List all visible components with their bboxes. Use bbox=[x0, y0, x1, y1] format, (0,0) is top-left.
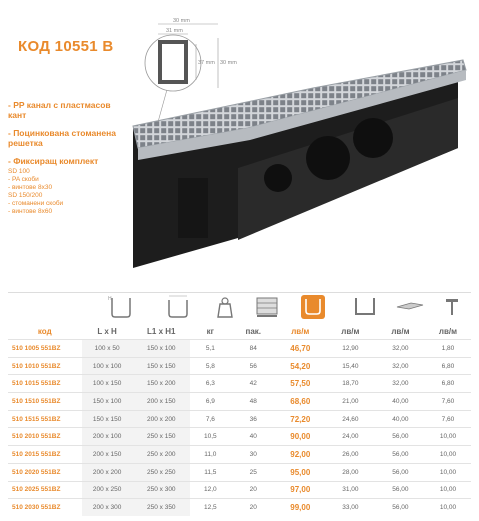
table-row bbox=[8, 481, 471, 499]
cell-lxh: 100 x 50 bbox=[82, 340, 133, 358]
cell-lxh: 150 x 150 bbox=[82, 410, 133, 428]
cell-code: 510 1010 551BZ bbox=[8, 357, 82, 375]
cell-lxh: 200 x 200 bbox=[82, 463, 133, 481]
cell-l1xh1: 150 x 200 bbox=[133, 375, 190, 393]
cell-price: 90,00 bbox=[276, 428, 325, 446]
section-divider bbox=[8, 292, 471, 293]
header-code: код bbox=[37, 326, 52, 336]
kit-line: - винтове 8x30 bbox=[8, 184, 53, 191]
table-row bbox=[8, 463, 471, 481]
cell-weight: 7,6 bbox=[190, 410, 231, 428]
feature-item: - Фиксиращ комплект bbox=[8, 156, 99, 166]
cell-price-endcap: 18,70 bbox=[325, 375, 376, 393]
specification-table bbox=[8, 323, 471, 516]
cell-price-endcap: 24,60 bbox=[325, 410, 376, 428]
svg-text:H: H bbox=[108, 296, 112, 302]
cell-weight: 12,0 bbox=[190, 481, 231, 499]
cell-code: 510 2020 551BZ bbox=[8, 463, 82, 481]
feature-item: - PP канал с пластмасов кант bbox=[8, 100, 111, 120]
cell-price-grate: 40,00 bbox=[376, 410, 425, 428]
cell-l1xh1: 200 x 150 bbox=[133, 393, 190, 411]
kit-list bbox=[8, 168, 128, 216]
header-lxh: L x H bbox=[97, 326, 117, 336]
cell-price-grate: 56,00 bbox=[376, 481, 425, 499]
table-row bbox=[8, 410, 471, 428]
cell-pack: 84 bbox=[231, 340, 276, 358]
cell-weight: 6,3 bbox=[190, 375, 231, 393]
cell-pack: 20 bbox=[231, 481, 276, 499]
cell-price-grate: 56,00 bbox=[376, 446, 425, 464]
cell-l1xh1: 250 x 250 bbox=[133, 463, 190, 481]
cell-weight: 5,1 bbox=[190, 340, 231, 358]
cell-price-endcap: 12,90 bbox=[325, 340, 376, 358]
product-title: КОД 10551 B bbox=[18, 38, 114, 55]
cell-lxh: 200 x 150 bbox=[82, 446, 133, 464]
cell-price-endcap: 33,00 bbox=[325, 499, 376, 516]
cell-price-screw: 7,60 bbox=[425, 410, 471, 428]
cell-weight: 12,5 bbox=[190, 499, 231, 516]
cell-l1xh1: 150 x 100 bbox=[133, 340, 190, 358]
cell-price-grate: 40,00 bbox=[376, 393, 425, 411]
cell-price-grate: 56,00 bbox=[376, 499, 425, 516]
cell-lxh: 200 x 250 bbox=[82, 481, 133, 499]
header-price-grate: лв/м bbox=[391, 326, 410, 336]
cell-price: 97,00 bbox=[276, 481, 325, 499]
cell-weight: 11,0 bbox=[190, 446, 231, 464]
cell-price-endcap: 15,40 bbox=[325, 357, 376, 375]
cell-price: 54,20 bbox=[276, 357, 325, 375]
table-row bbox=[8, 375, 471, 393]
cell-price-grate: 32,00 bbox=[376, 357, 425, 375]
cell-code: 510 1515 551BZ bbox=[8, 410, 82, 428]
cell-pack: 56 bbox=[231, 357, 276, 375]
cell-l1xh1: 250 x 150 bbox=[133, 428, 190, 446]
kit-line: SD 150/200 bbox=[8, 192, 43, 199]
table-row bbox=[8, 340, 471, 358]
header-price-screw: лв/м bbox=[438, 326, 458, 336]
cell-l1xh1: 250 x 350 bbox=[133, 499, 190, 516]
header-price: лв/м bbox=[291, 326, 310, 336]
cell-price-grate: 32,00 bbox=[376, 340, 425, 358]
dimension-label: 37 mm bbox=[198, 60, 215, 66]
cell-price: 95,00 bbox=[276, 463, 325, 481]
table-row bbox=[8, 357, 471, 375]
cell-price-screw: 1,80 bbox=[425, 340, 471, 358]
header-pack: пак. bbox=[245, 326, 262, 336]
cell-lxh: 200 x 100 bbox=[82, 428, 133, 446]
cell-price-grate: 32,00 bbox=[376, 375, 425, 393]
cell-code: 510 2030 551BZ bbox=[8, 499, 82, 516]
feature-item: - Поцинкована стоманена решетка bbox=[8, 128, 116, 148]
cell-weight: 6,9 bbox=[190, 393, 231, 411]
cell-price-screw: 10,00 bbox=[425, 463, 471, 481]
cell-pack: 48 bbox=[231, 393, 276, 411]
cell-pack: 25 bbox=[231, 463, 276, 481]
cell-weight: 10,5 bbox=[190, 428, 231, 446]
cell-l1xh1: 150 x 150 bbox=[133, 357, 190, 375]
kit-line: - PA скоби bbox=[8, 176, 39, 183]
dimension-label: 31 mm bbox=[166, 28, 183, 34]
cell-l1xh1: 200 x 200 bbox=[133, 410, 190, 428]
cell-price: 72,20 bbox=[276, 410, 325, 428]
cell-code: 510 2025 551BZ bbox=[8, 481, 82, 499]
table-header-row bbox=[8, 323, 471, 340]
cell-price-endcap: 21,00 bbox=[325, 393, 376, 411]
drainage-channel-illustration bbox=[118, 8, 473, 290]
header-price-endcap: лв/м bbox=[341, 326, 360, 336]
cell-price: 92,00 bbox=[276, 446, 325, 464]
cell-price-grate: 56,00 bbox=[376, 463, 425, 481]
cell-code: 510 2015 551BZ bbox=[8, 446, 82, 464]
cell-price: 57,50 bbox=[276, 375, 325, 393]
cell-code: 510 1015 551BZ bbox=[8, 375, 82, 393]
cell-weight: 5,8 bbox=[190, 357, 231, 375]
cell-lxh: 200 x 300 bbox=[82, 499, 133, 516]
grate-detail-callout bbox=[145, 24, 218, 122]
cell-price-grate: 56,00 bbox=[376, 428, 425, 446]
cell-code: 510 2010 551BZ bbox=[8, 428, 82, 446]
cell-pack: 36 bbox=[231, 410, 276, 428]
dimension-label: 30 mm bbox=[220, 60, 237, 66]
kit-line: - винтове 8x60 bbox=[8, 208, 53, 215]
cell-price: 99,00 bbox=[276, 499, 325, 516]
header-kg: кг bbox=[206, 326, 215, 336]
feature-list bbox=[8, 100, 128, 216]
cell-lxh: 100 x 150 bbox=[82, 375, 133, 393]
cell-code: 510 1005 551BZ bbox=[8, 340, 82, 358]
table-row bbox=[8, 428, 471, 446]
cell-price-screw: 6,80 bbox=[425, 375, 471, 393]
cell-price-screw: 7,60 bbox=[425, 393, 471, 411]
header-l1xh1: L1 x H1 bbox=[147, 326, 176, 336]
cell-pack: 30 bbox=[231, 446, 276, 464]
table-row bbox=[8, 499, 471, 516]
cell-l1xh1: 250 x 300 bbox=[133, 481, 190, 499]
cell-lxh: 100 x 100 bbox=[82, 357, 133, 375]
cell-lxh: 150 x 100 bbox=[82, 393, 133, 411]
cell-price-screw: 10,00 bbox=[425, 499, 471, 516]
cell-price-screw: 10,00 bbox=[425, 428, 471, 446]
kit-line: SD 100 bbox=[8, 168, 30, 175]
cell-price-endcap: 24,00 bbox=[325, 428, 376, 446]
cell-price: 68,60 bbox=[276, 393, 325, 411]
cell-l1xh1: 250 x 200 bbox=[133, 446, 190, 464]
cell-price-endcap: 28,00 bbox=[325, 463, 376, 481]
cell-pack: 20 bbox=[231, 499, 276, 516]
cell-price-screw: 10,00 bbox=[425, 481, 471, 499]
table-row bbox=[8, 393, 471, 411]
cell-pack: 42 bbox=[231, 375, 276, 393]
cell-price-endcap: 26,00 bbox=[325, 446, 376, 464]
kit-line: - стоманени скоби bbox=[8, 200, 64, 207]
cell-code: 510 1510 551BZ bbox=[8, 393, 82, 411]
cell-weight: 11,5 bbox=[190, 463, 231, 481]
table-row bbox=[8, 446, 471, 464]
cell-price-screw: 6,80 bbox=[425, 357, 471, 375]
cell-price-endcap: 31,00 bbox=[325, 481, 376, 499]
cell-pack: 40 bbox=[231, 428, 276, 446]
table-body bbox=[8, 340, 471, 516]
dimension-label: 30 mm bbox=[173, 18, 190, 24]
cell-price: 46,70 bbox=[276, 340, 325, 358]
cell-price-screw: 10,00 bbox=[425, 446, 471, 464]
